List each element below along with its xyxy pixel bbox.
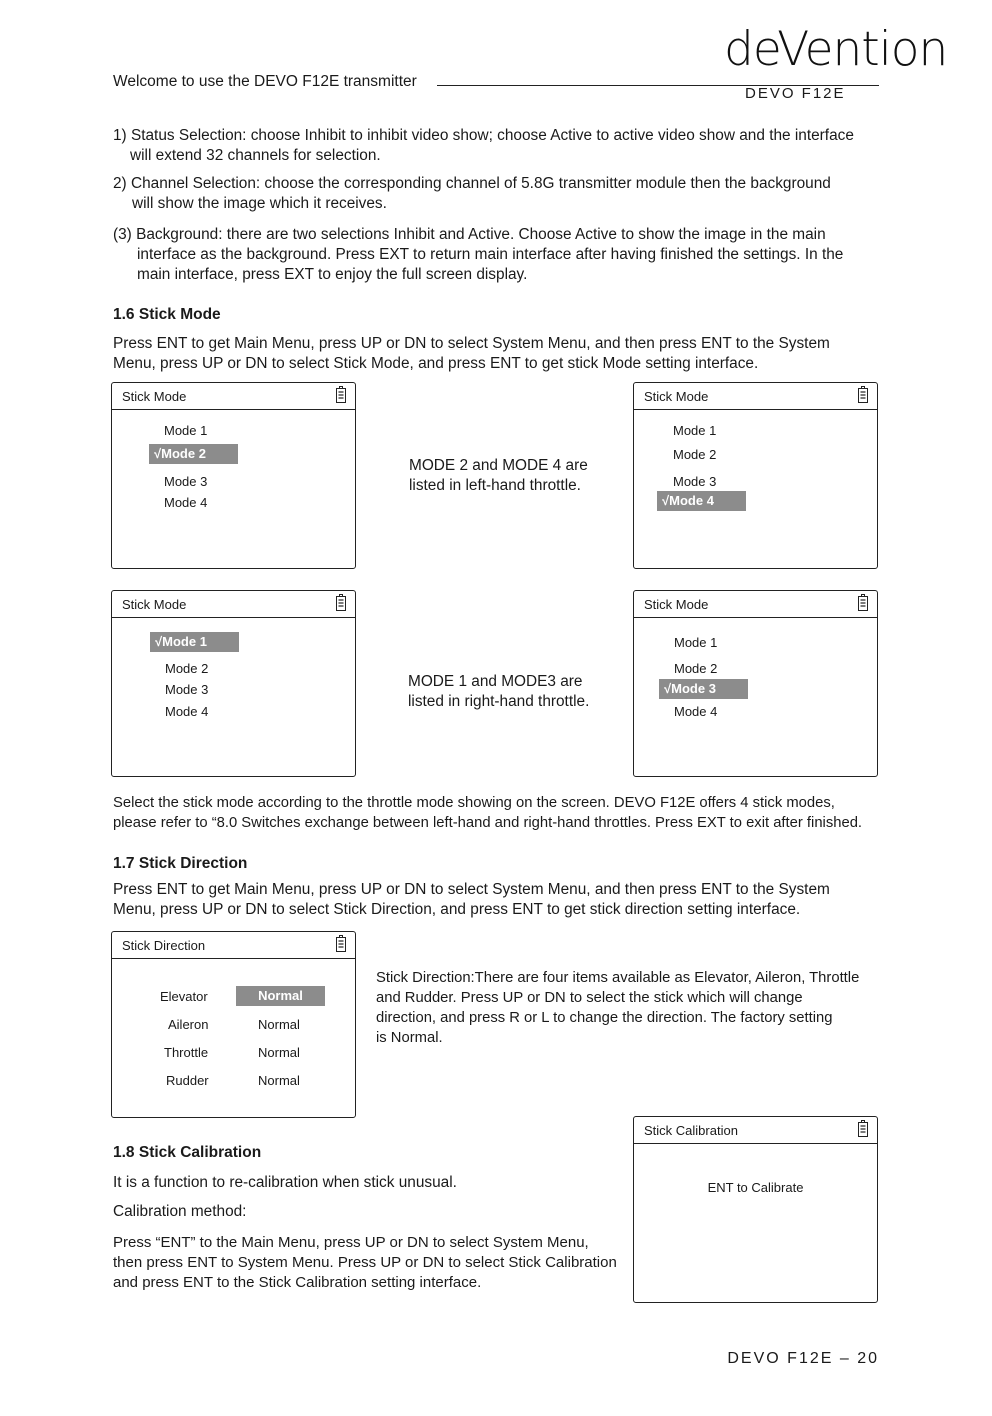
section-heading-stick-mode: 1.6 Stick Mode bbox=[113, 306, 221, 323]
battery-icon bbox=[858, 1120, 868, 1137]
brand-logo: deVention bbox=[724, 22, 948, 77]
stick-mode-outro bbox=[113, 793, 903, 833]
para-line: direction, and press R or L to change the direction. The factory setting bbox=[376, 1010, 833, 1026]
direction-row-label: Rudder bbox=[166, 1073, 209, 1088]
direction-row-label: Throttle bbox=[164, 1045, 209, 1060]
intro-line: (3) Background: there are two selections Inhibit and Active. Choose Active to show the image in the main bbox=[113, 226, 826, 243]
para-line: Press ENT to get Main Menu, press UP or DN to select System Menu, and then press ENT to the System bbox=[113, 881, 830, 898]
intro-line: will show the image which it receives. bbox=[132, 195, 387, 212]
note-line: listed in left-hand throttle. bbox=[409, 477, 581, 494]
section-heading-stick-calibration: 1.8 Stick Calibration bbox=[113, 1144, 262, 1161]
intro-item-1 bbox=[113, 126, 893, 166]
note-line: MODE 1 and MODE3 are bbox=[408, 673, 583, 690]
screen-divider bbox=[634, 1143, 877, 1144]
para-line: please refer to “8.0 Switches exchange between left-hand and right-hand throttles. Press EXT to exit after finished. bbox=[113, 815, 863, 831]
mode-option[interactable]: Mode 3 bbox=[165, 682, 209, 697]
para-line: Menu, press UP or DN to select Stick Direction, and press ENT to get stick direction setting interface. bbox=[113, 901, 801, 918]
mode-option[interactable]: Mode 4 bbox=[164, 495, 208, 510]
stick-mode-screen-mode1 bbox=[111, 590, 356, 777]
para-line: Select the stick mode according to the throttle mode showing on the screen. DEVO F12E offers 4 stick modes, bbox=[113, 795, 835, 811]
screen-title: Stick Calibration bbox=[644, 1123, 738, 1138]
battery-icon bbox=[858, 594, 868, 611]
mode-option-selected[interactable]: √Mode 3 bbox=[659, 679, 748, 699]
mode-option[interactable]: Mode 2 bbox=[674, 661, 718, 676]
stick-mode-intro bbox=[113, 334, 893, 374]
screen-title: Stick Mode bbox=[644, 389, 709, 404]
calibration-line: It is a function to re-calibration when stick unusual. bbox=[113, 1174, 457, 1191]
para-line: Press “ENT” to the Main Menu, press UP or DN to select System Menu, bbox=[113, 1234, 589, 1251]
para-line: and press ENT to the Stick Calibration setting interface. bbox=[113, 1274, 482, 1291]
para-line: is Normal. bbox=[376, 1030, 443, 1046]
stick-calibration-screen bbox=[633, 1116, 878, 1303]
stick-mode-screen-mode3 bbox=[633, 590, 878, 777]
calibration-method bbox=[113, 1233, 628, 1293]
mode-option-selected[interactable]: √Mode 2 bbox=[149, 444, 238, 464]
logo-model: DEVO F12E bbox=[745, 85, 846, 102]
screen-divider bbox=[112, 617, 355, 618]
para-line: and Rudder. Press UP or DN to select the stick which will change bbox=[376, 990, 803, 1006]
screen-divider bbox=[112, 409, 355, 410]
mode-option[interactable]: Mode 2 bbox=[165, 661, 209, 676]
stick-direction-intro bbox=[113, 880, 893, 920]
intro-item-2 bbox=[113, 174, 893, 214]
mode-option[interactable]: Mode 3 bbox=[673, 474, 717, 489]
screen-title: Stick Mode bbox=[644, 597, 709, 612]
note-line: listed in right-hand throttle. bbox=[408, 693, 590, 710]
right-hand-note bbox=[408, 672, 618, 712]
stick-mode-screen-mode2 bbox=[111, 382, 356, 569]
intro-line: main interface, press EXT to enjoy the full screen display. bbox=[137, 266, 528, 283]
direction-value-selected[interactable]: Normal bbox=[236, 986, 325, 1006]
para-line: Stick Direction:There are four items available as Elevator, Aileron, Throttle bbox=[376, 970, 860, 986]
page-number: DEVO F12E – 20 bbox=[727, 1350, 879, 1367]
mode-option[interactable]: Mode 2 bbox=[673, 447, 717, 462]
mode-option[interactable]: Mode 4 bbox=[674, 704, 718, 719]
intro-item-3 bbox=[113, 225, 893, 285]
intro-line: 1) Status Selection: choose Inhibit to inhibit video show; choose Active to active video show and the interface bbox=[113, 127, 854, 144]
mode-option[interactable]: Mode 3 bbox=[164, 474, 208, 489]
direction-row-label: Aileron bbox=[168, 1017, 209, 1032]
mode-option-selected[interactable]: √Mode 4 bbox=[657, 491, 746, 511]
direction-row-label: Elevator bbox=[160, 989, 208, 1004]
para-line: Press ENT to get Main Menu, press UP or DN to select System Menu, and then press ENT to the System bbox=[113, 335, 830, 352]
stick-mode-screen-mode4 bbox=[633, 382, 878, 569]
mode-option[interactable]: Mode 1 bbox=[674, 635, 718, 650]
direction-value[interactable]: Normal bbox=[258, 1045, 300, 1060]
note-line: MODE 2 and MODE 4 are bbox=[409, 457, 588, 474]
screen-divider bbox=[634, 617, 877, 618]
section-heading-stick-direction: 1.7 Stick Direction bbox=[113, 855, 248, 872]
screen-title: Stick Mode bbox=[122, 597, 187, 612]
calibrate-prompt[interactable]: ENT to Calibrate bbox=[707, 1180, 804, 1195]
battery-icon bbox=[336, 386, 346, 403]
para-line: Menu, press UP or DN to select Stick Mode, and press ENT to get stick Mode setting interface. bbox=[113, 355, 759, 372]
direction-value[interactable]: Normal bbox=[258, 1073, 300, 1088]
intro-line: 2) Channel Selection: choose the corresponding channel of 5.8G transmitter module then the background bbox=[113, 175, 831, 192]
header-welcome: Welcome to use the DEVO F12E transmitter bbox=[113, 73, 417, 90]
battery-icon bbox=[336, 594, 346, 611]
intro-line: interface as the background. Press EXT to return main interface after having finished the settings. In the bbox=[137, 246, 844, 263]
left-hand-note bbox=[409, 456, 619, 496]
calibration-line: Calibration method: bbox=[113, 1203, 247, 1220]
screen-divider bbox=[112, 958, 355, 959]
mode-option-selected[interactable]: √Mode 1 bbox=[150, 632, 239, 652]
stick-direction-screen bbox=[111, 931, 356, 1118]
screen-title: Stick Mode bbox=[122, 389, 187, 404]
intro-line: will extend 32 channels for selection. bbox=[130, 147, 381, 164]
screen-title: Stick Direction bbox=[122, 938, 206, 953]
mode-option[interactable]: Mode 1 bbox=[673, 423, 717, 438]
screen-divider bbox=[634, 409, 877, 410]
direction-value[interactable]: Normal bbox=[258, 1017, 300, 1032]
mode-option[interactable]: Mode 4 bbox=[165, 704, 209, 719]
battery-icon bbox=[336, 935, 346, 952]
battery-icon bbox=[858, 386, 868, 403]
mode-option[interactable]: Mode 1 bbox=[164, 423, 208, 438]
stick-direction-description bbox=[376, 968, 878, 1048]
para-line: then press ENT to System Menu. Press UP or DN to select Stick Calibration bbox=[113, 1254, 617, 1271]
